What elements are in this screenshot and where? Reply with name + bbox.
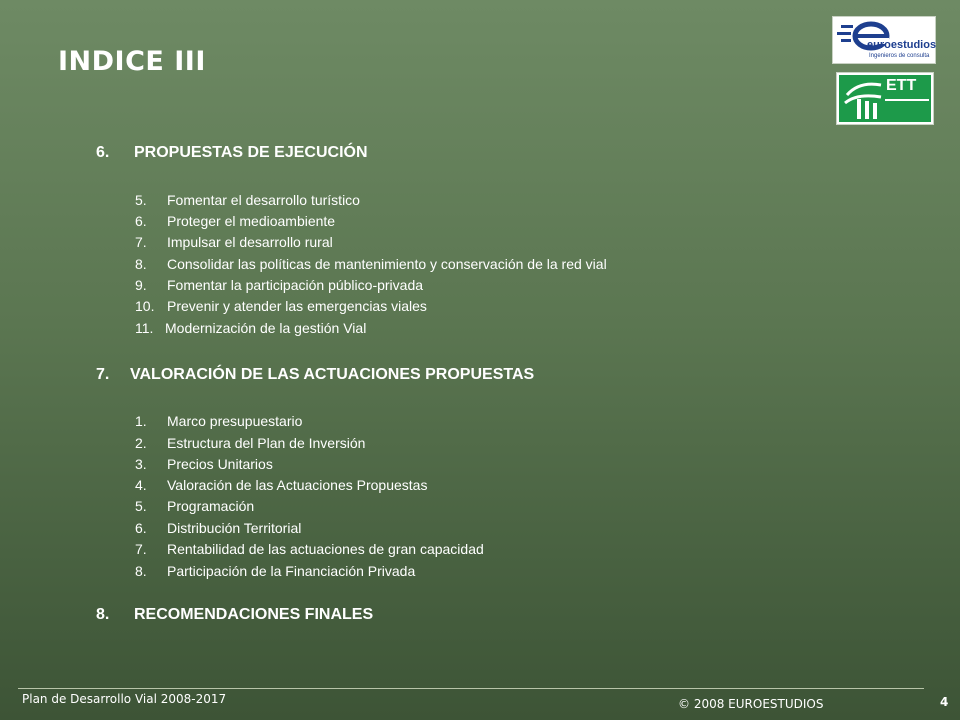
section-title: PROPUESTAS DE EJECUCIÓN: [134, 144, 368, 161]
list-item: [135, 234, 333, 250]
list-item: [135, 477, 427, 493]
footer-copyright: © 2008 EUROESTUDIOS: [678, 697, 824, 711]
item-number: 5.: [135, 192, 147, 208]
section-6-heading: [96, 144, 368, 162]
slide-title: INDICE III: [58, 46, 206, 77]
item-label: Programación: [167, 498, 255, 514]
list-item: [135, 456, 273, 472]
item-number: 6.: [135, 213, 147, 229]
footer-divider: [18, 688, 924, 689]
item-number: 4.: [135, 477, 147, 493]
list-item: [135, 298, 427, 314]
section-title: VALORACIÓN DE LAS ACTUACIONES PROPUESTAS: [130, 366, 535, 383]
list-item: [135, 256, 607, 272]
item-number: 1.: [135, 413, 147, 429]
item-label: Consolidar las políticas de mantenimiento y conservación de la red vial: [167, 256, 607, 272]
list-item: [135, 541, 484, 557]
item-label: Valoración de las Actuaciones Propuestas: [167, 477, 428, 493]
list-item: [135, 435, 365, 451]
item-number: 8.: [135, 563, 147, 579]
euroestudios-tagline: Ingenieros de consulta: [869, 53, 930, 59]
item-number: 5.: [135, 498, 147, 514]
section-title: RECOMENDACIONES FINALES: [134, 606, 374, 623]
euroestudios-logo: [832, 16, 936, 64]
ett-brand: ETT: [886, 77, 917, 94]
item-number: 9.: [135, 277, 147, 293]
list-item: [135, 413, 302, 429]
item-number: 10.: [135, 298, 155, 314]
page-number: 4: [940, 695, 949, 709]
item-number: 7.: [135, 541, 147, 557]
euroestudios-brand: euroestudios: [867, 39, 937, 51]
item-label: Fomentar el desarrollo turístico: [167, 192, 360, 208]
item-number: 11.: [135, 320, 154, 336]
footer-plan-name: Plan de Desarrollo Vial 2008-2017: [22, 692, 227, 706]
item-label: Proteger el medioambiente: [167, 213, 336, 229]
item-number: 6.: [135, 520, 147, 536]
item-label: Estructura del Plan de Inversión: [167, 435, 366, 451]
item-label: Rentabilidad de las actuaciones de gran capacidad: [167, 541, 484, 557]
item-number: 7.: [135, 234, 147, 250]
item-label: Prevenir y atender las emergencias viales: [167, 298, 427, 314]
item-label: Precios Unitarios: [167, 456, 273, 472]
item-number: 8.: [135, 256, 147, 272]
item-label: Distribución Territorial: [167, 520, 302, 536]
list-item: [135, 520, 301, 536]
list-item: [135, 320, 366, 336]
list-item: [135, 192, 360, 208]
list-item: [135, 563, 415, 579]
section-7-heading: [96, 366, 534, 384]
ett-logo: [836, 72, 934, 125]
item-label: Marco presupuestario: [167, 413, 303, 429]
section-number: 8.: [96, 606, 110, 623]
section-number: 7.: [96, 366, 110, 383]
item-label: Participación de la Financiación Privada: [167, 563, 416, 579]
item-label: Modernización de la gestión Vial: [165, 320, 367, 336]
section-number: 6.: [96, 144, 110, 161]
item-label: Fomentar la participación público-privada: [167, 277, 424, 293]
list-item: [135, 213, 335, 229]
item-number: 2.: [135, 435, 147, 451]
list-item: [135, 277, 423, 293]
list-item: [135, 498, 254, 514]
item-number: 3.: [135, 456, 147, 472]
item-label: Impulsar el desarrollo rural: [167, 234, 333, 250]
section-8-heading: [96, 606, 373, 624]
